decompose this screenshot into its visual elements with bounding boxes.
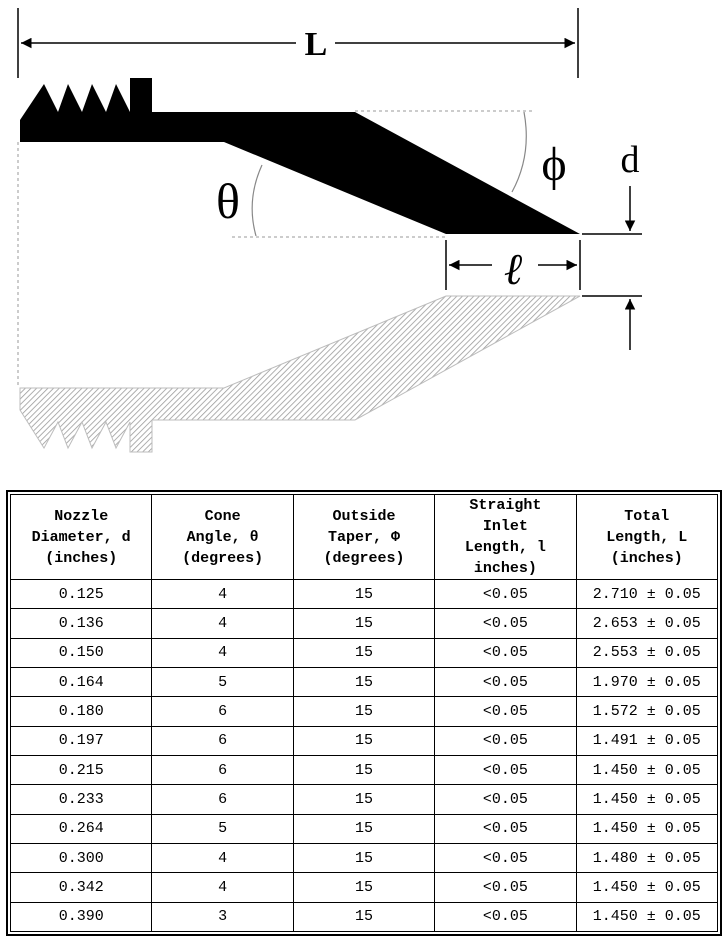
table-cell: 0.215 bbox=[11, 755, 152, 784]
table-row bbox=[11, 638, 718, 667]
table-cell: 6 bbox=[152, 785, 293, 814]
table-cell: 1.450 ± 0.05 bbox=[576, 785, 717, 814]
column-header-line: Inlet bbox=[482, 518, 528, 535]
table-cell: <0.05 bbox=[435, 667, 576, 696]
table-cell: 4 bbox=[152, 609, 293, 638]
column-header-line: Taper, Φ bbox=[327, 528, 400, 546]
nozzle-spec-table bbox=[10, 494, 718, 932]
table-cell: 0.264 bbox=[11, 814, 152, 843]
table-cell: 1.572 ± 0.05 bbox=[576, 697, 717, 726]
table-cell: <0.05 bbox=[435, 843, 576, 872]
cone-angle-arc bbox=[252, 165, 262, 236]
table-cell: 15 bbox=[293, 873, 434, 902]
table-cell: <0.05 bbox=[435, 902, 576, 931]
table-cell: 2.553 ± 0.05 bbox=[576, 638, 717, 667]
table-cell: <0.05 bbox=[435, 580, 576, 609]
table-cell: 15 bbox=[293, 902, 434, 931]
table-cell: <0.05 bbox=[435, 726, 576, 755]
table-cell: 0.233 bbox=[11, 785, 152, 814]
table-cell: 0.164 bbox=[11, 667, 152, 696]
table-cell: 15 bbox=[293, 755, 434, 784]
column-header bbox=[576, 495, 717, 580]
table-cell: <0.05 bbox=[435, 638, 576, 667]
table-cell: 2.710 ± 0.05 bbox=[576, 580, 717, 609]
column-header-line: (inches) bbox=[45, 549, 118, 567]
table-cell: 3 bbox=[152, 902, 293, 931]
table-row bbox=[11, 609, 718, 638]
column-header-line: (degrees) bbox=[182, 549, 264, 567]
table-row bbox=[11, 755, 718, 784]
table-cell: 6 bbox=[152, 697, 293, 726]
table-cell: 1.491 ± 0.05 bbox=[576, 726, 717, 755]
nozzle-lower-half bbox=[20, 296, 580, 452]
column-header-line: Diameter, d bbox=[31, 528, 131, 546]
column-header-line: Angle, θ bbox=[186, 528, 259, 546]
table-cell: 4 bbox=[152, 843, 293, 872]
table-cell: 5 bbox=[152, 667, 293, 696]
table-cell: 1.450 ± 0.05 bbox=[576, 814, 717, 843]
outside-taper-label: ϕ bbox=[541, 138, 567, 191]
column-header-line: Length, l bbox=[464, 539, 546, 556]
table-cell: 4 bbox=[152, 638, 293, 667]
table-cell: 15 bbox=[293, 843, 434, 872]
column-header bbox=[293, 495, 434, 580]
table-cell: 0.197 bbox=[11, 726, 152, 755]
nozzle-upper-half bbox=[20, 78, 580, 234]
table-cell: <0.05 bbox=[435, 609, 576, 638]
table-cell: 0.300 bbox=[11, 843, 152, 872]
table-row bbox=[11, 667, 718, 696]
table-cell: 15 bbox=[293, 697, 434, 726]
table-header-row bbox=[11, 495, 718, 580]
table-cell: 1.970 ± 0.05 bbox=[576, 667, 717, 696]
inlet-length-label: ℓ bbox=[504, 245, 524, 294]
table-cell: 2.653 ± 0.05 bbox=[576, 609, 717, 638]
column-header-line: Total bbox=[624, 507, 670, 525]
table-cell: 0.125 bbox=[11, 580, 152, 609]
table-row bbox=[11, 843, 718, 872]
table-row bbox=[11, 814, 718, 843]
column-header-line: Nozzle bbox=[54, 507, 109, 525]
table-cell: 0.390 bbox=[11, 902, 152, 931]
cone-angle-label: θ bbox=[216, 173, 240, 229]
table-cell: 15 bbox=[293, 580, 434, 609]
table-cell: 6 bbox=[152, 755, 293, 784]
column-header-line: Length, L bbox=[606, 528, 688, 546]
table-row bbox=[11, 580, 718, 609]
table-cell: <0.05 bbox=[435, 873, 576, 902]
total-length-label: L bbox=[304, 26, 328, 63]
nozzle-spec-table-frame bbox=[6, 490, 722, 936]
table-cell: <0.05 bbox=[435, 755, 576, 784]
table-cell: 4 bbox=[152, 580, 293, 609]
column-header-line: (degrees) bbox=[323, 549, 405, 567]
column-header-line: Straight bbox=[469, 497, 542, 514]
table-cell: <0.05 bbox=[435, 785, 576, 814]
table-cell: 6 bbox=[152, 726, 293, 755]
table-row bbox=[11, 785, 718, 814]
table-cell: 1.450 ± 0.05 bbox=[576, 873, 717, 902]
column-header-line: inches) bbox=[473, 560, 537, 577]
table-cell: 0.136 bbox=[11, 609, 152, 638]
table-cell: 5 bbox=[152, 814, 293, 843]
table-row bbox=[11, 726, 718, 755]
table-cell: 15 bbox=[293, 814, 434, 843]
table-cell: 0.342 bbox=[11, 873, 152, 902]
column-header bbox=[435, 495, 576, 580]
table-cell: 0.180 bbox=[11, 697, 152, 726]
table-cell: 1.450 ± 0.05 bbox=[576, 755, 717, 784]
table-cell: 15 bbox=[293, 785, 434, 814]
column-header-line: Cone bbox=[204, 507, 241, 525]
table-body bbox=[11, 580, 718, 932]
column-header bbox=[11, 495, 152, 580]
column-header bbox=[152, 495, 293, 580]
table-cell: 15 bbox=[293, 609, 434, 638]
table-cell: 15 bbox=[293, 638, 434, 667]
table-row bbox=[11, 697, 718, 726]
taper-angle-arc bbox=[512, 112, 526, 192]
table-row bbox=[11, 902, 718, 931]
table-cell: 4 bbox=[152, 873, 293, 902]
table-cell: <0.05 bbox=[435, 814, 576, 843]
table-row bbox=[11, 873, 718, 902]
table-cell: 15 bbox=[293, 726, 434, 755]
table-cell: <0.05 bbox=[435, 697, 576, 726]
column-header-line: (inches) bbox=[610, 549, 683, 567]
table-cell: 1.450 ± 0.05 bbox=[576, 902, 717, 931]
column-header-line: Outside bbox=[332, 507, 396, 525]
table-cell: 15 bbox=[293, 667, 434, 696]
table-cell: 0.150 bbox=[11, 638, 152, 667]
table-cell: 1.480 ± 0.05 bbox=[576, 843, 717, 872]
diameter-label: d bbox=[620, 139, 640, 181]
